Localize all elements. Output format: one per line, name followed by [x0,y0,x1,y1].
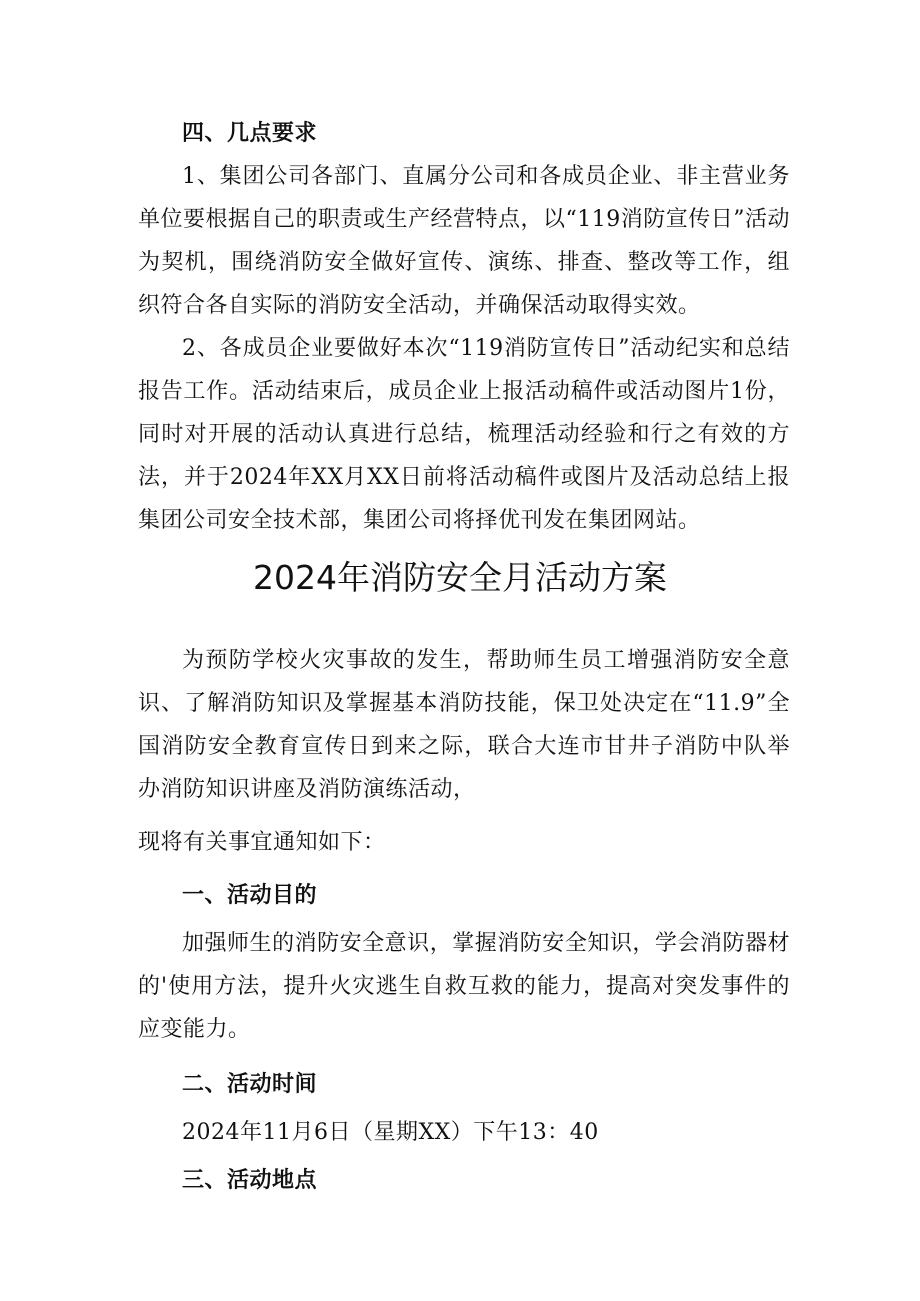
intro-paragraph: 为预防学校火灾事故的发生，帮助师生员工增强消防安全意识、了解消防知识及掌握基本消防技能，保卫处决定在“11.9”全国消防安全教育宣传日到来之际，联合大连市甘井子消防中队举办消防知识讲座及消防演练活动， [138,648,790,802]
section-heading-requirements: 四、几点要求 [182,121,318,146]
notice-line: 现将有关事宜通知如下： [138,830,386,855]
purpose-text: 加强师生的消防安全意识，掌握消防安全知识，学会消防器材的'使用方法，提升火灾逃生自救互救的能力，提高对突发事件的应变能力。 [138,931,790,1042]
section-heading-time: 二、活动时间 [182,1072,318,1097]
time-text: 2024年11月6日（星期XX）下午13：40 [182,1120,599,1145]
plan-body [138,639,790,1202]
document-title: 2024年消防安全月活动方案 [253,558,667,597]
section-heading-purpose: 一、活动目的 [182,883,318,908]
section-heading-location: 三、活动地点 [182,1168,318,1193]
requirement-item-1: 1、集团公司各部门、直属分公司和各成员企业、非主营业务单位要根据自己的职责或生产经营特点，以“119消防宣传日”活动为契机，围绕消防安全做好宣传、演练、排查、整改等工作，组织符合各自实际的消防安全活动，并确保活动取得实效。 [138,164,790,318]
section-requirements [138,112,790,542]
requirement-item-2: 2、各成员企业要做好本次“119消防宣传日”活动纪实和总结报告工作。活动结束后，成员企业上报活动稿件或活动图片1份，同时对开展的活动认真进行总结，梳理活动经验和行之有效的方法，并于2024年XX月XX日前将活动稿件或图片及活动总结上报集团公司安全技术部，集团公司将择优刊发在集团网站。 [138,336,790,533]
